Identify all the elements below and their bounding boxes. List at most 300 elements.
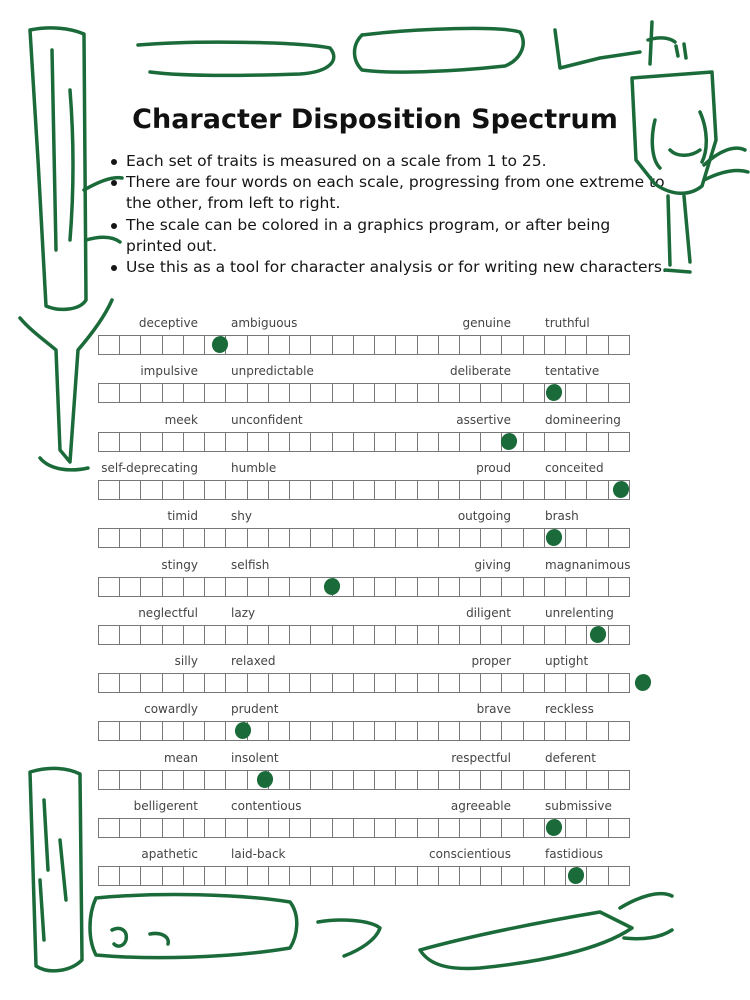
scale-box[interactable] (565, 770, 587, 790)
scale-box[interactable] (544, 335, 566, 355)
scale-box[interactable] (501, 818, 523, 838)
scale-box[interactable] (183, 866, 205, 886)
scale-box[interactable] (565, 577, 587, 597)
scale-box[interactable] (310, 625, 332, 645)
scale-box[interactable] (98, 528, 120, 548)
scale-box[interactable] (247, 818, 269, 838)
scale-box[interactable] (395, 721, 417, 741)
scale-box[interactable] (608, 383, 630, 403)
scale-box[interactable] (586, 721, 608, 741)
scale-box[interactable] (608, 770, 630, 790)
scale-box[interactable] (417, 770, 439, 790)
scale-box[interactable] (140, 770, 162, 790)
scale-box[interactable] (162, 673, 184, 693)
scale-box[interactable] (565, 673, 587, 693)
scale-box[interactable] (374, 770, 396, 790)
scale-box[interactable] (204, 673, 226, 693)
scale-box[interactable] (523, 383, 545, 403)
scale-box[interactable] (395, 480, 417, 500)
scale-box[interactable] (353, 383, 375, 403)
scale-box[interactable] (501, 721, 523, 741)
scale-box[interactable] (140, 625, 162, 645)
scale-box[interactable] (565, 721, 587, 741)
scale-box[interactable] (289, 673, 311, 693)
scale-box[interactable] (183, 335, 205, 355)
scale-box[interactable] (438, 625, 460, 645)
scale-box[interactable] (162, 866, 184, 886)
scale-box[interactable] (332, 866, 354, 886)
scale-box[interactable] (438, 383, 460, 403)
trait-label: humble (231, 460, 277, 475)
scale-box[interactable] (395, 770, 417, 790)
scale-box[interactable] (204, 432, 226, 452)
scale-box[interactable] (140, 432, 162, 452)
scale-box[interactable] (608, 335, 630, 355)
scale-box[interactable] (480, 721, 502, 741)
scale-box[interactable] (119, 625, 141, 645)
scale-box[interactable] (459, 335, 481, 355)
scale-box[interactable] (438, 770, 460, 790)
scale-box[interactable] (225, 625, 247, 645)
scale-box[interactable] (417, 528, 439, 548)
scale-box[interactable] (523, 818, 545, 838)
scale-box[interactable] (459, 818, 481, 838)
scale-box[interactable] (608, 577, 630, 597)
scale-box[interactable] (523, 577, 545, 597)
scale-box[interactable] (395, 528, 417, 548)
scale-box[interactable] (438, 673, 460, 693)
scale-box[interactable] (204, 625, 226, 645)
scale-box[interactable] (119, 480, 141, 500)
scale-box[interactable] (586, 577, 608, 597)
trait-label: deliberate (449, 364, 511, 379)
scale-box[interactable] (353, 577, 375, 597)
scale-box[interactable] (501, 866, 523, 886)
scale-box[interactable] (183, 625, 205, 645)
scale-box[interactable] (225, 818, 247, 838)
scale-box[interactable] (183, 383, 205, 403)
scale-box[interactable] (353, 432, 375, 452)
scale-box[interactable] (395, 335, 417, 355)
scale-box[interactable] (586, 528, 608, 548)
scale-box[interactable] (586, 432, 608, 452)
scale-box[interactable] (353, 818, 375, 838)
scale-box[interactable] (247, 480, 269, 500)
scale-box[interactable] (459, 383, 481, 403)
scale-box[interactable] (98, 673, 120, 693)
scale-box[interactable] (162, 480, 184, 500)
scale-box[interactable] (374, 673, 396, 693)
scale-box[interactable] (438, 432, 460, 452)
scale-box[interactable] (268, 432, 290, 452)
scale-box[interactable] (183, 432, 205, 452)
scale-box[interactable] (310, 432, 332, 452)
scale-box[interactable] (565, 480, 587, 500)
scale-box[interactable] (247, 432, 269, 452)
scale-box[interactable] (438, 818, 460, 838)
scale-box[interactable] (565, 335, 587, 355)
scale-box[interactable] (268, 577, 290, 597)
scale-box[interactable] (417, 625, 439, 645)
scale-box[interactable] (140, 818, 162, 838)
scale-box[interactable] (204, 818, 226, 838)
scale-box[interactable] (98, 383, 120, 403)
scale-box[interactable] (480, 383, 502, 403)
scale-box[interactable] (544, 721, 566, 741)
scale-box[interactable] (438, 721, 460, 741)
scale-box[interactable] (608, 818, 630, 838)
scale-box[interactable] (204, 480, 226, 500)
scale-box[interactable] (523, 528, 545, 548)
scale-box[interactable] (523, 480, 545, 500)
scale-box[interactable] (565, 625, 587, 645)
scale-box[interactable] (586, 383, 608, 403)
scale-box[interactable] (183, 770, 205, 790)
scale-box[interactable] (480, 770, 502, 790)
scale-box[interactable] (565, 528, 587, 548)
scale-box[interactable] (140, 383, 162, 403)
scale-box[interactable] (501, 528, 523, 548)
scale-box[interactable] (459, 480, 481, 500)
trait-label: proud (476, 460, 511, 475)
scale-box[interactable] (204, 528, 226, 548)
scale-box[interactable] (268, 818, 290, 838)
scale-box[interactable] (140, 480, 162, 500)
scale-box[interactable] (225, 673, 247, 693)
scale-box[interactable] (332, 770, 354, 790)
scale-box[interactable] (332, 818, 354, 838)
scale-box[interactable] (268, 480, 290, 500)
scale-box[interactable] (332, 625, 354, 645)
scale-box[interactable] (523, 335, 545, 355)
scale-box[interactable] (247, 335, 269, 355)
scale-box[interactable] (98, 721, 120, 741)
scale-box[interactable] (310, 335, 332, 355)
scale-boxes (98, 577, 654, 597)
scale-box[interactable] (417, 721, 439, 741)
scale-box[interactable] (183, 818, 205, 838)
scale-box[interactable] (395, 383, 417, 403)
scale-box[interactable] (501, 480, 523, 500)
scale-box[interactable] (480, 866, 502, 886)
scale-box[interactable] (523, 866, 545, 886)
scale-box[interactable] (119, 721, 141, 741)
scale-box[interactable] (544, 673, 566, 693)
scale-box[interactable] (417, 866, 439, 886)
scale-box[interactable] (353, 625, 375, 645)
scale-box[interactable] (162, 625, 184, 645)
scale-box[interactable] (523, 770, 545, 790)
scale-box[interactable] (289, 480, 311, 500)
trait-label: assertive (456, 412, 511, 427)
scale-box[interactable] (608, 866, 630, 886)
scale-box[interactable] (162, 770, 184, 790)
scale-box[interactable] (438, 335, 460, 355)
scale-box[interactable] (268, 528, 290, 548)
scale-box[interactable] (353, 866, 375, 886)
scale-box[interactable] (268, 335, 290, 355)
scale-box[interactable] (395, 577, 417, 597)
scale-box[interactable] (459, 770, 481, 790)
scale-box[interactable] (310, 866, 332, 886)
scale-box[interactable] (268, 866, 290, 886)
scale-box[interactable] (459, 432, 481, 452)
scale-box[interactable] (332, 528, 354, 548)
scale-box[interactable] (204, 770, 226, 790)
scale-box[interactable] (289, 866, 311, 886)
scale-box[interactable] (289, 818, 311, 838)
scale-box[interactable] (268, 673, 290, 693)
scale-box[interactable] (523, 432, 545, 452)
scale-box[interactable] (268, 625, 290, 645)
scale-box[interactable] (608, 673, 630, 693)
scale-box[interactable] (247, 383, 269, 403)
scale-box[interactable] (353, 673, 375, 693)
scale-box[interactable] (98, 432, 120, 452)
scale-box[interactable] (374, 818, 396, 838)
scale-box[interactable] (586, 335, 608, 355)
scale-box[interactable] (374, 577, 396, 597)
scale-box[interactable] (98, 577, 120, 597)
scale-box[interactable] (289, 577, 311, 597)
scale-box[interactable] (459, 625, 481, 645)
scale-box[interactable] (501, 770, 523, 790)
scale-box[interactable] (480, 480, 502, 500)
scale-box[interactable] (608, 528, 630, 548)
scale-box[interactable] (374, 383, 396, 403)
scale-box[interactable] (289, 335, 311, 355)
scale-box[interactable] (544, 432, 566, 452)
scale-box[interactable] (204, 383, 226, 403)
scale-box[interactable] (310, 673, 332, 693)
scale-box[interactable] (438, 577, 460, 597)
scale-box[interactable] (332, 383, 354, 403)
scale-box[interactable] (140, 335, 162, 355)
scale-box[interactable] (608, 721, 630, 741)
scale-box[interactable] (459, 866, 481, 886)
scale-box[interactable] (140, 673, 162, 693)
scale-box[interactable] (544, 866, 566, 886)
scale-box[interactable] (480, 528, 502, 548)
scale-box[interactable] (353, 721, 375, 741)
scale-box[interactable] (417, 577, 439, 597)
scale-box[interactable] (353, 528, 375, 548)
scale-box[interactable] (501, 625, 523, 645)
scale-box[interactable] (374, 721, 396, 741)
scale-box[interactable] (608, 625, 630, 645)
scale-box[interactable] (289, 625, 311, 645)
scale-box[interactable] (523, 673, 545, 693)
scale-box[interactable] (289, 770, 311, 790)
scale-box[interactable] (586, 673, 608, 693)
scale-box[interactable] (417, 673, 439, 693)
scale-box[interactable] (480, 625, 502, 645)
scale-box[interactable] (183, 480, 205, 500)
scale-box[interactable] (204, 721, 226, 741)
scale-box[interactable] (544, 770, 566, 790)
scale-box[interactable] (162, 818, 184, 838)
scale-box[interactable] (225, 335, 247, 355)
scale-box[interactable] (204, 866, 226, 886)
scale-box[interactable] (98, 335, 120, 355)
scale-box[interactable] (523, 721, 545, 741)
scale-box[interactable] (332, 432, 354, 452)
scale-box[interactable] (310, 528, 332, 548)
scale-box[interactable] (98, 480, 120, 500)
scale-box[interactable] (523, 625, 545, 645)
scale-box[interactable] (98, 866, 120, 886)
scale-box[interactable] (247, 673, 269, 693)
scale-box[interactable] (332, 335, 354, 355)
scale-box[interactable] (140, 577, 162, 597)
scale-box[interactable] (353, 335, 375, 355)
scale-box[interactable] (332, 480, 354, 500)
scale-box[interactable] (289, 432, 311, 452)
scale-box[interactable] (374, 625, 396, 645)
scale-box[interactable] (310, 721, 332, 741)
scale-box[interactable] (310, 480, 332, 500)
scale-box[interactable] (119, 528, 141, 548)
scale-box[interactable] (162, 721, 184, 741)
scale-box[interactable] (183, 721, 205, 741)
scale-box[interactable] (417, 480, 439, 500)
scale-box[interactable] (501, 335, 523, 355)
scale-box[interactable] (395, 673, 417, 693)
scale-box[interactable] (417, 383, 439, 403)
scale-box[interactable] (459, 673, 481, 693)
scale-boxes (98, 383, 654, 403)
scale-box[interactable] (98, 625, 120, 645)
scale-box[interactable] (438, 480, 460, 500)
scale-box[interactable] (608, 432, 630, 452)
scale-box[interactable] (225, 770, 247, 790)
scale-box[interactable] (162, 383, 184, 403)
scale-box[interactable] (247, 528, 269, 548)
scale-box[interactable] (289, 383, 311, 403)
scale-box[interactable] (310, 770, 332, 790)
scale-box[interactable] (459, 528, 481, 548)
trait-label: fastidious (545, 847, 604, 862)
scale-box[interactable] (310, 383, 332, 403)
scale-box[interactable] (459, 577, 481, 597)
scale-box[interactable] (289, 721, 311, 741)
scale-box[interactable] (374, 432, 396, 452)
trait-label: conscientious (429, 847, 511, 862)
scale-box[interactable] (501, 673, 523, 693)
scale-box[interactable] (183, 528, 205, 548)
scale-box[interactable] (247, 866, 269, 886)
scale-box[interactable] (501, 577, 523, 597)
scale-box[interactable] (183, 673, 205, 693)
scale-box[interactable] (98, 818, 120, 838)
scale-box[interactable] (417, 432, 439, 452)
scale-box[interactable] (501, 383, 523, 403)
scale-box[interactable] (395, 432, 417, 452)
scale-box[interactable] (544, 480, 566, 500)
trait-label: deceptive (138, 316, 198, 330)
scale-box[interactable] (374, 480, 396, 500)
scale-box[interactable] (247, 625, 269, 645)
scale-box[interactable] (289, 528, 311, 548)
scale-box[interactable] (565, 818, 587, 838)
trait-label: insolent (231, 750, 279, 765)
scale-box[interactable] (374, 335, 396, 355)
scale-box[interactable] (395, 818, 417, 838)
scale-box[interactable] (586, 480, 608, 500)
scale-box[interactable] (459, 721, 481, 741)
scale-box[interactable] (544, 577, 566, 597)
scale-box[interactable] (268, 383, 290, 403)
scale-box[interactable] (353, 480, 375, 500)
scale-box[interactable] (162, 577, 184, 597)
scale-box[interactable] (119, 432, 141, 452)
scale-box[interactable] (225, 432, 247, 452)
scale-box[interactable] (140, 528, 162, 548)
scale-box[interactable] (98, 770, 120, 790)
scale-box[interactable] (162, 432, 184, 452)
scale-box[interactable] (395, 625, 417, 645)
scale-box[interactable] (586, 770, 608, 790)
scale-box[interactable] (438, 528, 460, 548)
scale-box[interactable] (225, 866, 247, 886)
scale-box[interactable] (480, 577, 502, 597)
scale-box[interactable] (225, 480, 247, 500)
scale-box[interactable] (119, 770, 141, 790)
scale-box[interactable] (565, 432, 587, 452)
scale-box[interactable] (225, 528, 247, 548)
scale-box[interactable] (586, 866, 608, 886)
scale-box[interactable] (586, 818, 608, 838)
scale-box[interactable] (353, 770, 375, 790)
scale-box[interactable] (204, 577, 226, 597)
scale-box[interactable] (140, 866, 162, 886)
scale-box[interactable] (119, 383, 141, 403)
scale-box[interactable] (225, 383, 247, 403)
scale-box[interactable] (310, 818, 332, 838)
scale-box[interactable] (544, 625, 566, 645)
scale-box[interactable] (140, 721, 162, 741)
scale-box[interactable] (119, 866, 141, 886)
scale-box[interactable] (268, 721, 290, 741)
scale-box[interactable] (480, 673, 502, 693)
scale-box[interactable] (480, 335, 502, 355)
trait-label: contentious (231, 799, 302, 813)
scale-box[interactable] (119, 335, 141, 355)
scale-box[interactable] (332, 673, 354, 693)
scale-box[interactable] (225, 577, 247, 597)
scale-box[interactable] (119, 577, 141, 597)
scale-box[interactable] (119, 673, 141, 693)
scale-box[interactable] (480, 818, 502, 838)
scale-box[interactable] (162, 335, 184, 355)
scale-box[interactable] (480, 432, 502, 452)
scale-box[interactable] (565, 383, 587, 403)
trait-label: domineering (545, 412, 621, 427)
scale-box[interactable] (162, 528, 184, 548)
scale-box[interactable] (417, 335, 439, 355)
scale-box[interactable] (374, 866, 396, 886)
trait-label: selfish (231, 557, 270, 572)
scale-box[interactable] (183, 577, 205, 597)
scale-box[interactable] (119, 818, 141, 838)
scale-box[interactable] (438, 866, 460, 886)
scale-box[interactable] (332, 721, 354, 741)
scale-box[interactable] (395, 866, 417, 886)
scale-box[interactable] (247, 577, 269, 597)
scale-box[interactable] (374, 528, 396, 548)
trait-label: genuine (462, 316, 511, 330)
scale-box[interactable] (417, 818, 439, 838)
